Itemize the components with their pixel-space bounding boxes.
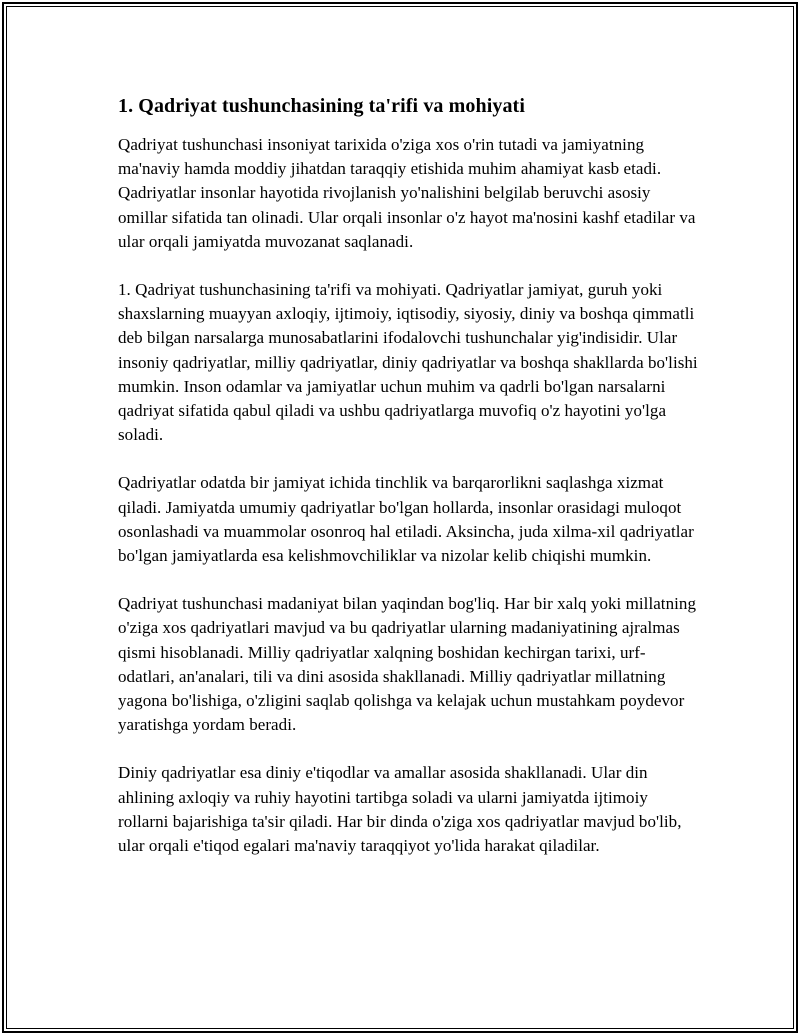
- paragraph-stability: Qadriyatlar odatda bir jamiyat ichida tinchlik va barqarorlikni saqlashga xizmat qiladi. Jamiyatda umumiy qadriyatlar bo'lgan hollarda, insonlar orasidagi muloqot osonlashadi va muammolar osonroq hal etiladi. Aksincha, juda xilma-xil qadriyatlar bo'lgan jamiyatlarda esa kelishmovchiliklar va nizolar kelib chiqishi mumkin.: [118, 473, 694, 566]
- document-title: 1. Qadriyat tushunchasining ta'rifi va mohiyati: [118, 95, 525, 117]
- paragraph-definition: 1. Qadriyat tushunchasining ta'rifi va mohiyati. Qadriyatlar jamiyat, guruh yoki shaxslarning muayyan axloqiy, ijtimoiy, iqtisodiy, siyosiy, diniy va boshqa qimmatli deb bilgan narsalarga munosabatlarini ifodalovchi tushunchalar yig'indisidir. Ular insoniy qadriyatlar, milliy qadriyatlar, diniy qadriyatlar va boshqa shakllarda bo'lishi mumkin. Inson odamlar va jamiyatlar uchun muhim va qadrli bo'lgan narsalarni qadriyat sifatida qabul qiladi va ushbu qadriyatlarga muvofiq o'z hayotini yo'lga soladi.: [118, 280, 698, 445]
- paragraph-religion: Diniy qadriyatlar esa diniy e'tiqodlar va amallar asosida shakllanadi. Ular din ahlining axloqiy va ruhiy hayotini tartibga soladi va ularni jamiyatda ijtimoiy rollarni bajarishiga ta'sir qiladi. Har bir dinda o'ziga xos qadriyatlar mavjud bo'lib, ular orqali e'tiqod egalari ma'naviy taraqqiyot yo'lida harakat qiladilar.: [118, 763, 682, 856]
- paragraph-culture: Qadriyat tushunchasi madaniyat bilan yaqindan bog'liq. Har bir xalq yoki millatning o'ziga xos qadriyatlari mavjud va bu qadriyatlar ularning madaniyatining ajralmas qismi hisoblanadi. Milliy qadriyatlar xalqning boshidan kechirgan tarixi, urf-odatlari, an'analari, tili va dini asosida shakllanadi. Milliy qadriyatlar millatning yagona bo'lishiga, o'zligini saqlab qolishga va kelajak uchun mustahkam poydevor yaratishga yordam beradi.: [118, 594, 697, 735]
- document-body: [118, 92, 698, 882]
- paragraph-intro: Qadriyat tushunchasi insoniyat tarixida o'ziga xos o'rin tutadi va jamiyatning ma'naviy hamda moddiy jihatdan taraqqiy etishida muhim ahamiyat kasb etadi. Qadriyatlar insonlar hayotida rivojlanish yo'nalishini belgilab beruvchi asosiy omillar sifatida tan olinadi. Ular orqali insonlar o'z hayot ma'nosini kashf etadilar va ular orqali jamiyatda muvozanat saqlanadi.: [118, 135, 696, 251]
